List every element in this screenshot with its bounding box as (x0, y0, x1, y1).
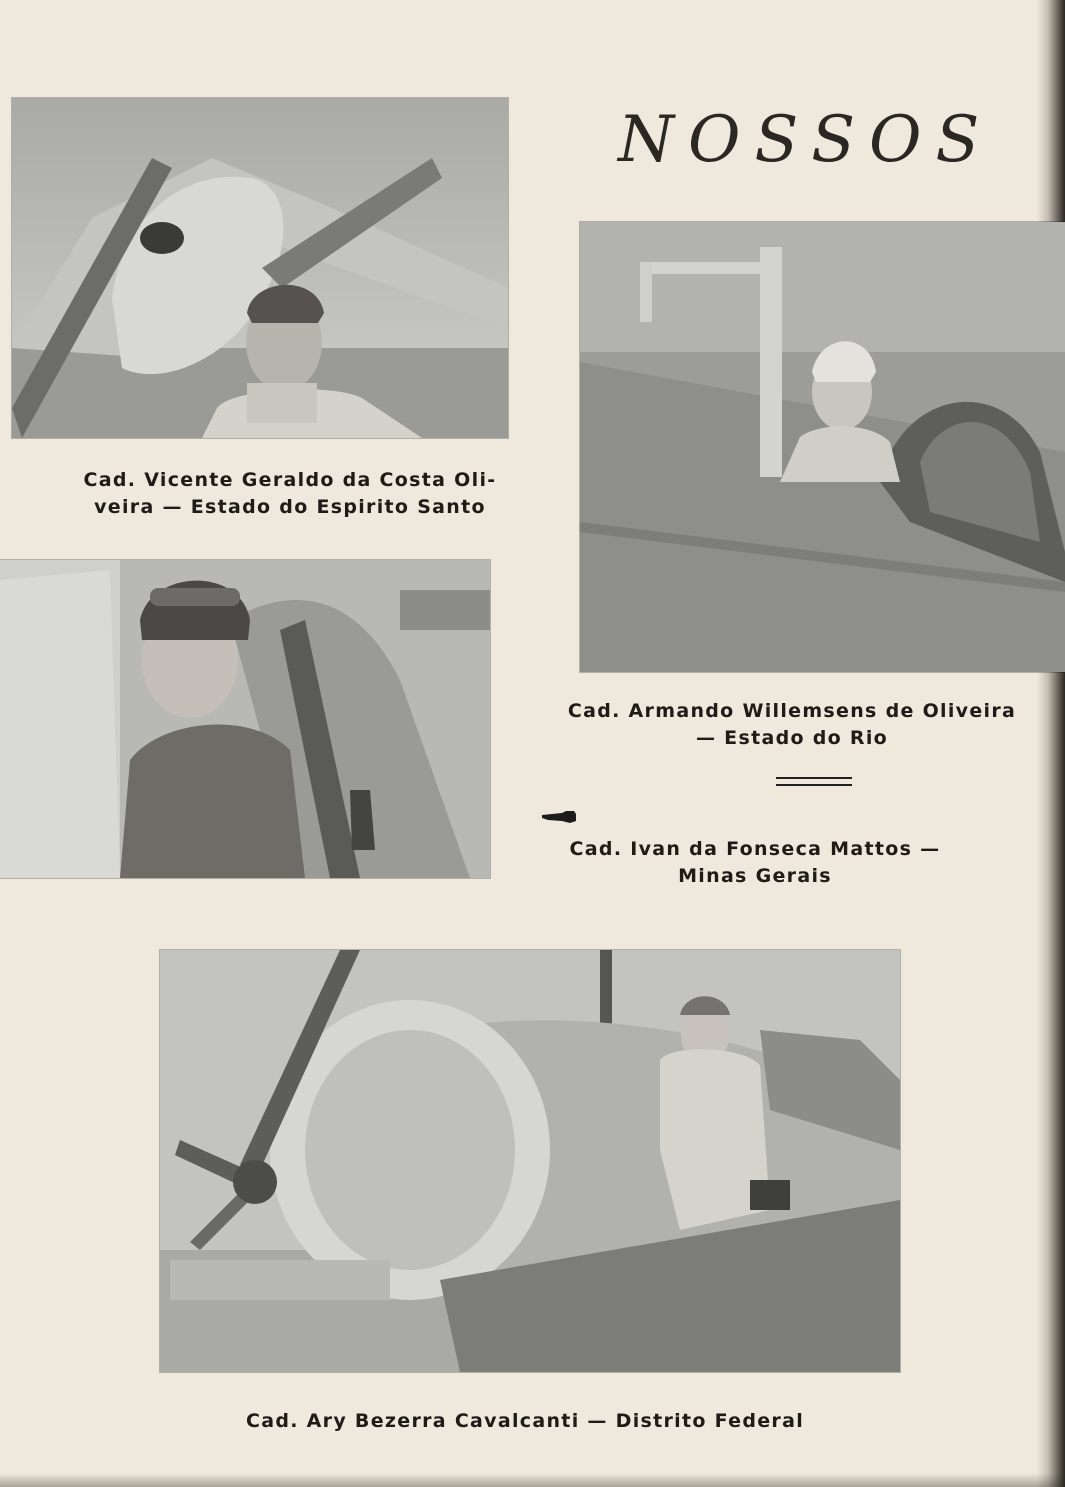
caption-vicente (40, 467, 540, 521)
caption-line: Cad. Armando Willemsens de Oliveira (567, 700, 1017, 722)
divider-rule-bottom (776, 784, 852, 786)
caption-armando (562, 698, 1022, 752)
photo-ary (160, 950, 900, 1372)
page-title: NOSSOS (618, 103, 994, 177)
caption-ivan (560, 836, 950, 890)
caption-line: veira — Estado do Espirito Santo (94, 496, 486, 518)
caption-line: Minas Gerais (678, 865, 832, 887)
pilot-photo-image (580, 222, 1065, 672)
caption-ary (230, 1408, 820, 1435)
caption-line: Cad. Ary Bezerra Cavalcanti — Distrito Federal (245, 1410, 805, 1432)
pilot-photo-image (0, 560, 490, 878)
pilot-photo-image (12, 98, 508, 438)
pointing-hand-icon (540, 808, 580, 826)
page-bottom-shadow (0, 1473, 1065, 1487)
caption-line: — Estado do Rio (695, 727, 889, 749)
divider-rule-top (776, 777, 852, 779)
pilot-photo-image (160, 950, 900, 1372)
caption-line: Cad. Vicente Geraldo da Costa Oli- (83, 469, 497, 491)
photo-vicente (12, 98, 508, 438)
photo-ivan (0, 560, 490, 878)
caption-line: Cad. Ivan da Fonseca Mattos — (569, 838, 941, 860)
photo-armando (580, 222, 1065, 672)
